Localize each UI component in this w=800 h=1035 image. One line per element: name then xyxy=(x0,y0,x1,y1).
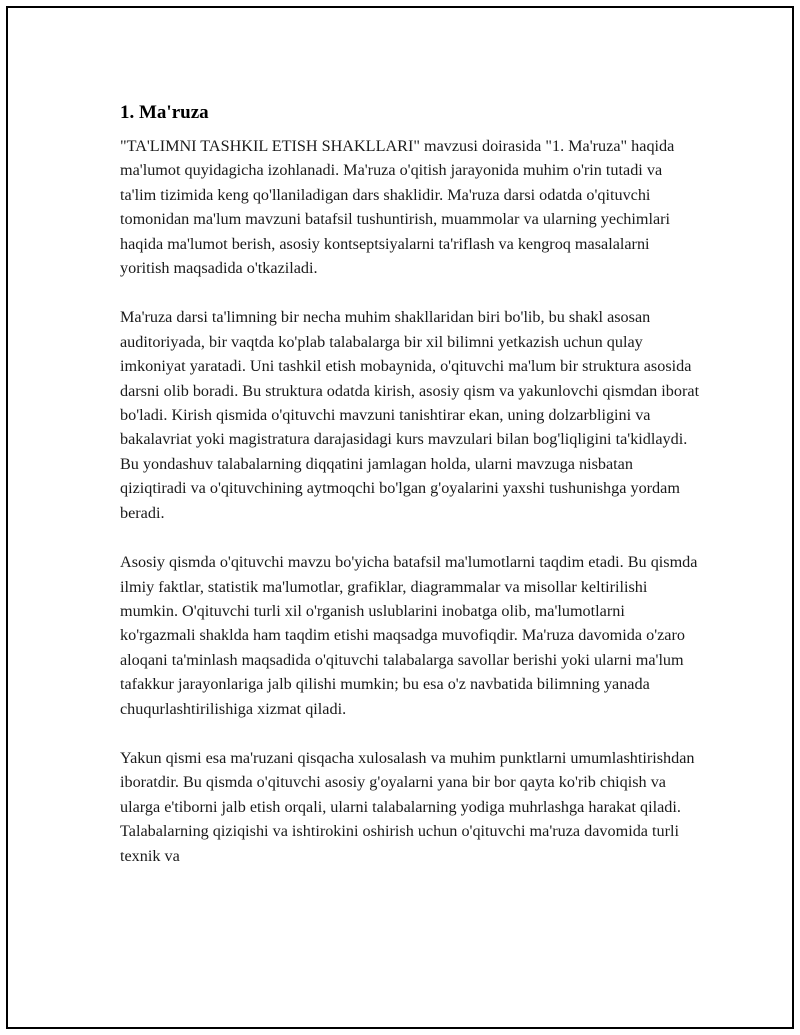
section-heading: 1. Ma'ruza xyxy=(120,102,209,123)
page-frame xyxy=(6,6,794,1029)
paragraph-structure: Ma'ruza darsi ta'limning bir necha muhim shakllaridan biri bo'lib, bu shakl asosan auditoriyada, bir vaqtda ko'plab talabalarga bir xil bilimni yetkazish uchun qulay imkoniyat yaratadi. Uni tashkil etish mobaynida, o'qituvchi ma'lum bir struktura asosida darsni olib boradi. Bu struktura odatda kirish, asosiy qism va yakunlovchi qismdan iborat bo'ladi. Kirish qismida o'qituvchi mavzuni tanishtirar ekan, uning dolzarbligini va bakalavriat yoki magistratura darajasidagi kurs mavzulari bilan bog'liqligini ta'kidlaydi. Bu yondashuv talabalarning diqqatini jamlagan holda, ularni mavzuga nisbatan qiziqtiradi va o'qituvchining aytmoqchi bo'lgan g'oyalarini yaxshi tushunishga yordam beradi. xyxy=(120,308,700,522)
document-body xyxy=(120,100,700,893)
paragraph-conclusion-part: Yakun qismi esa ma'ruzani qisqacha xulosalash va muhim punktlarni umumlashtirishdan iboratdir. Bu qismda o'qituvchi asosiy g'oyalarni yana bir bor qayta ko'rib chiqish va ularga e'tiborni jalb etish orqali, ularni talabalarning yodiga muhrlashga harakat qiladi. Talabalarning qiziqishi va ishtirokini oshirish uchun o'qituvchi ma'ruza davomida turli texnik va xyxy=(120,748,695,865)
paragraph-intro: "TA'LIMNI TASHKIL ETISH SHAKLLARI" mavzusi doirasida "1. Ma'ruza" haqida ma'lumot quyidagicha izohlanadi. Ma'ruza o'qitish jarayonida muhim o'rin tutadi va ta'lim tizimida keng qo'llaniladigan dars shaklidir. Ma'ruza darsi odatda o'qituvchi tomonidan ma'lum mavzuni batafsil tushuntirish, muammolar va ularning yechimlari haqida ma'lumot berish, asosiy kontseptsiyalarni ta'riflash va kengroq masalalarni yoritish maqsadida o'tkaziladi. xyxy=(120,137,675,278)
paragraph-main-part: Asosiy qismda o'qituvchi mavzu bo'yicha batafsil ma'lumotlarni taqdim etadi. Bu qismda ilmiy faktlar, statistik ma'lumotlar, grafiklar, diagrammalar va misollar keltirilishi mumkin. O'qituvchi turli xil o'rganish uslublarini inobatga olib, ma'lumotlarni ko'rgazmali shaklda ham taqdim etishi maqsadga muvofiqdir. Ma'ruza davomida o'zaro aloqani ta'minlash maqsadida o'qituvchi talabalarga savollar berishi yoki ularni ma'lum tafakkur jarayonlariga jalb qilishi mumkin; bu esa o'z navbatida bilimning yanada chuqurlashtirilishiga xizmat qiladi. xyxy=(120,553,698,718)
